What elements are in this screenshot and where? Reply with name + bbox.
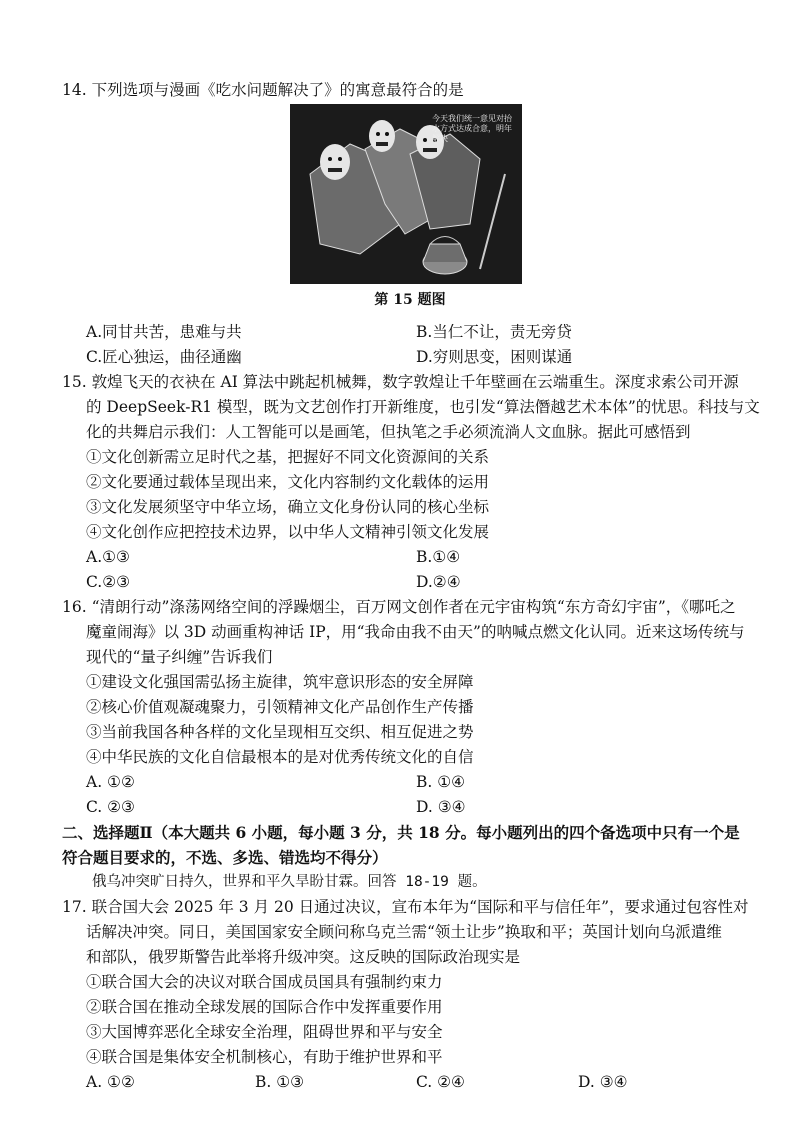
q15-stem-line2: 的 DeepSeek-R1 模型，既为文艺创作打开新维度，也引发“算法僭越艺术本体”的忧思。科技与文: [86, 398, 760, 416]
q16-statement-3: ③当前我国各种各样的文化呈现相互交织、相互促进之势: [86, 723, 474, 741]
q15-statement-3: ③文化发展须坚守中华立场，确立文化身份认同的核心坐标: [86, 498, 490, 516]
q14-option-d: D.穷则思变，困则谋通: [416, 348, 573, 366]
q17-statement-1: ①联合国大会的决议对联合国成员国具有强制约束力: [86, 973, 443, 991]
q16-option-a: A. ①②: [86, 773, 135, 791]
q16-option-c: C. ②③: [86, 798, 135, 816]
q17-statement-4: ④联合国是集体安全机制核心，有助于维护世界和平: [86, 1048, 443, 1066]
q15-statement-2: ②文化要通过载体呈现出来，文化内容制约文化载体的运用: [86, 473, 490, 491]
q14-option-a: A.同甘共苦，患难与共: [86, 323, 242, 341]
q17-statement-2: ②联合国在推动全球发展的国际合作中发挥重要作用: [86, 998, 443, 1016]
q17-stem-line2: 话解决冲突。同日，美国国家安全顾问称乌克兰需“领土让步”换取和平；英国计划向乌派遣维: [86, 923, 722, 941]
q16-option-d: D. ③④: [416, 798, 466, 816]
q15-stem-line3: 化的共舞启示我们：人工智能可以是画笔，但执笔之手必须流淌人文血脉。据此可感悟到: [86, 423, 691, 441]
q16-statement-2: ②核心价值观凝魂聚力，引领精神文化产品创作生产传播: [86, 698, 474, 716]
q17-stem-line1: 17. 联合国大会 2025 年 3 月 20 日通过决议，宣布本年为“国际和平与信任年”，要求通过包容性对: [62, 898, 749, 916]
q17-option-d: D. ③④: [578, 1073, 628, 1091]
q16-stem-line3: 现代的“量子纠缠”告诉我们: [86, 648, 273, 666]
q17-stem-line3: 和部队，俄罗斯警告此举将升级冲突。这反映的国际政治现实是: [86, 948, 521, 966]
q14-option-b: B.当仁不让，责无旁贷: [416, 323, 572, 341]
q14-stem: 14. 下列选项与漫画《吃水问题解决了》的寓意最符合的是: [62, 81, 464, 99]
q16-statement-1: ①建设文化强国需弘扬主旋律，筑牢意识形态的安全屏障: [86, 673, 474, 691]
q17-option-c: C. ②④: [416, 1073, 465, 1091]
q15-option-b: B.①④: [416, 548, 461, 566]
section2-context-note: 俄乌冲突旷日持久，世界和平久旱盼甘霖。回答 18-19 题。: [92, 874, 487, 890]
q16-stem-line1: 16. “清朗行动”涤荡网络空间的浮躁烟尘，百万网文创作者在元宇宙构筑“东方奇幻宇宙”，《哪吒之: [62, 598, 736, 616]
q15-option-d: D.②④: [416, 573, 461, 591]
figure-caption: 第 15 题图: [374, 292, 446, 308]
q15-statement-1: ①文化创新需立足时代之基，把握好不同文化资源间的关系: [86, 448, 490, 466]
q17-statement-3: ③大国博弈恶化全球安全治理，阻碍世界和平与安全: [86, 1023, 443, 1041]
q15-statement-4: ④文化创作应把控技术边界，以中华人文精神引领文化发展: [86, 523, 490, 541]
q17-option-a: A. ①②: [86, 1073, 135, 1091]
q14-option-c: C.匠心独运，曲径通幽: [86, 348, 242, 366]
q15-option-c: C.②③: [86, 573, 131, 591]
q15-option-a: A.①③: [86, 548, 130, 566]
section2-heading-line2: 符合题目要求的，不选、多选、错选均不得分）: [62, 848, 388, 867]
q17-option-b: B. ①③: [255, 1073, 305, 1091]
cartoon-speech-bubble: 今天我们统一意见对抬水方式达成合意，明年解决: [432, 114, 512, 143]
q16-option-b: B. ①④: [416, 773, 466, 791]
q16-stem-line2: 魔童闹海》以 3D 动画重构神话 IP，用“我命由我不由天”的呐喊点燃文化认同。近来这场传统与: [86, 623, 745, 641]
q16-statement-4: ④中华民族的文化自信最根本的是对优秀传统文化的自信: [86, 748, 474, 766]
section2-heading-line1: 二、选择题Ⅱ（本大题共 6 小题，每小题 3 分，共 18 分。每小题列出的四个备选项中只有一个是: [62, 823, 740, 842]
q15-stem-line1: 15. 敦煌飞天的衣袂在 AI 算法中跳起机械舞，数字敦煌让千年壁画在云端重生。深度求索公司开源: [62, 373, 739, 391]
